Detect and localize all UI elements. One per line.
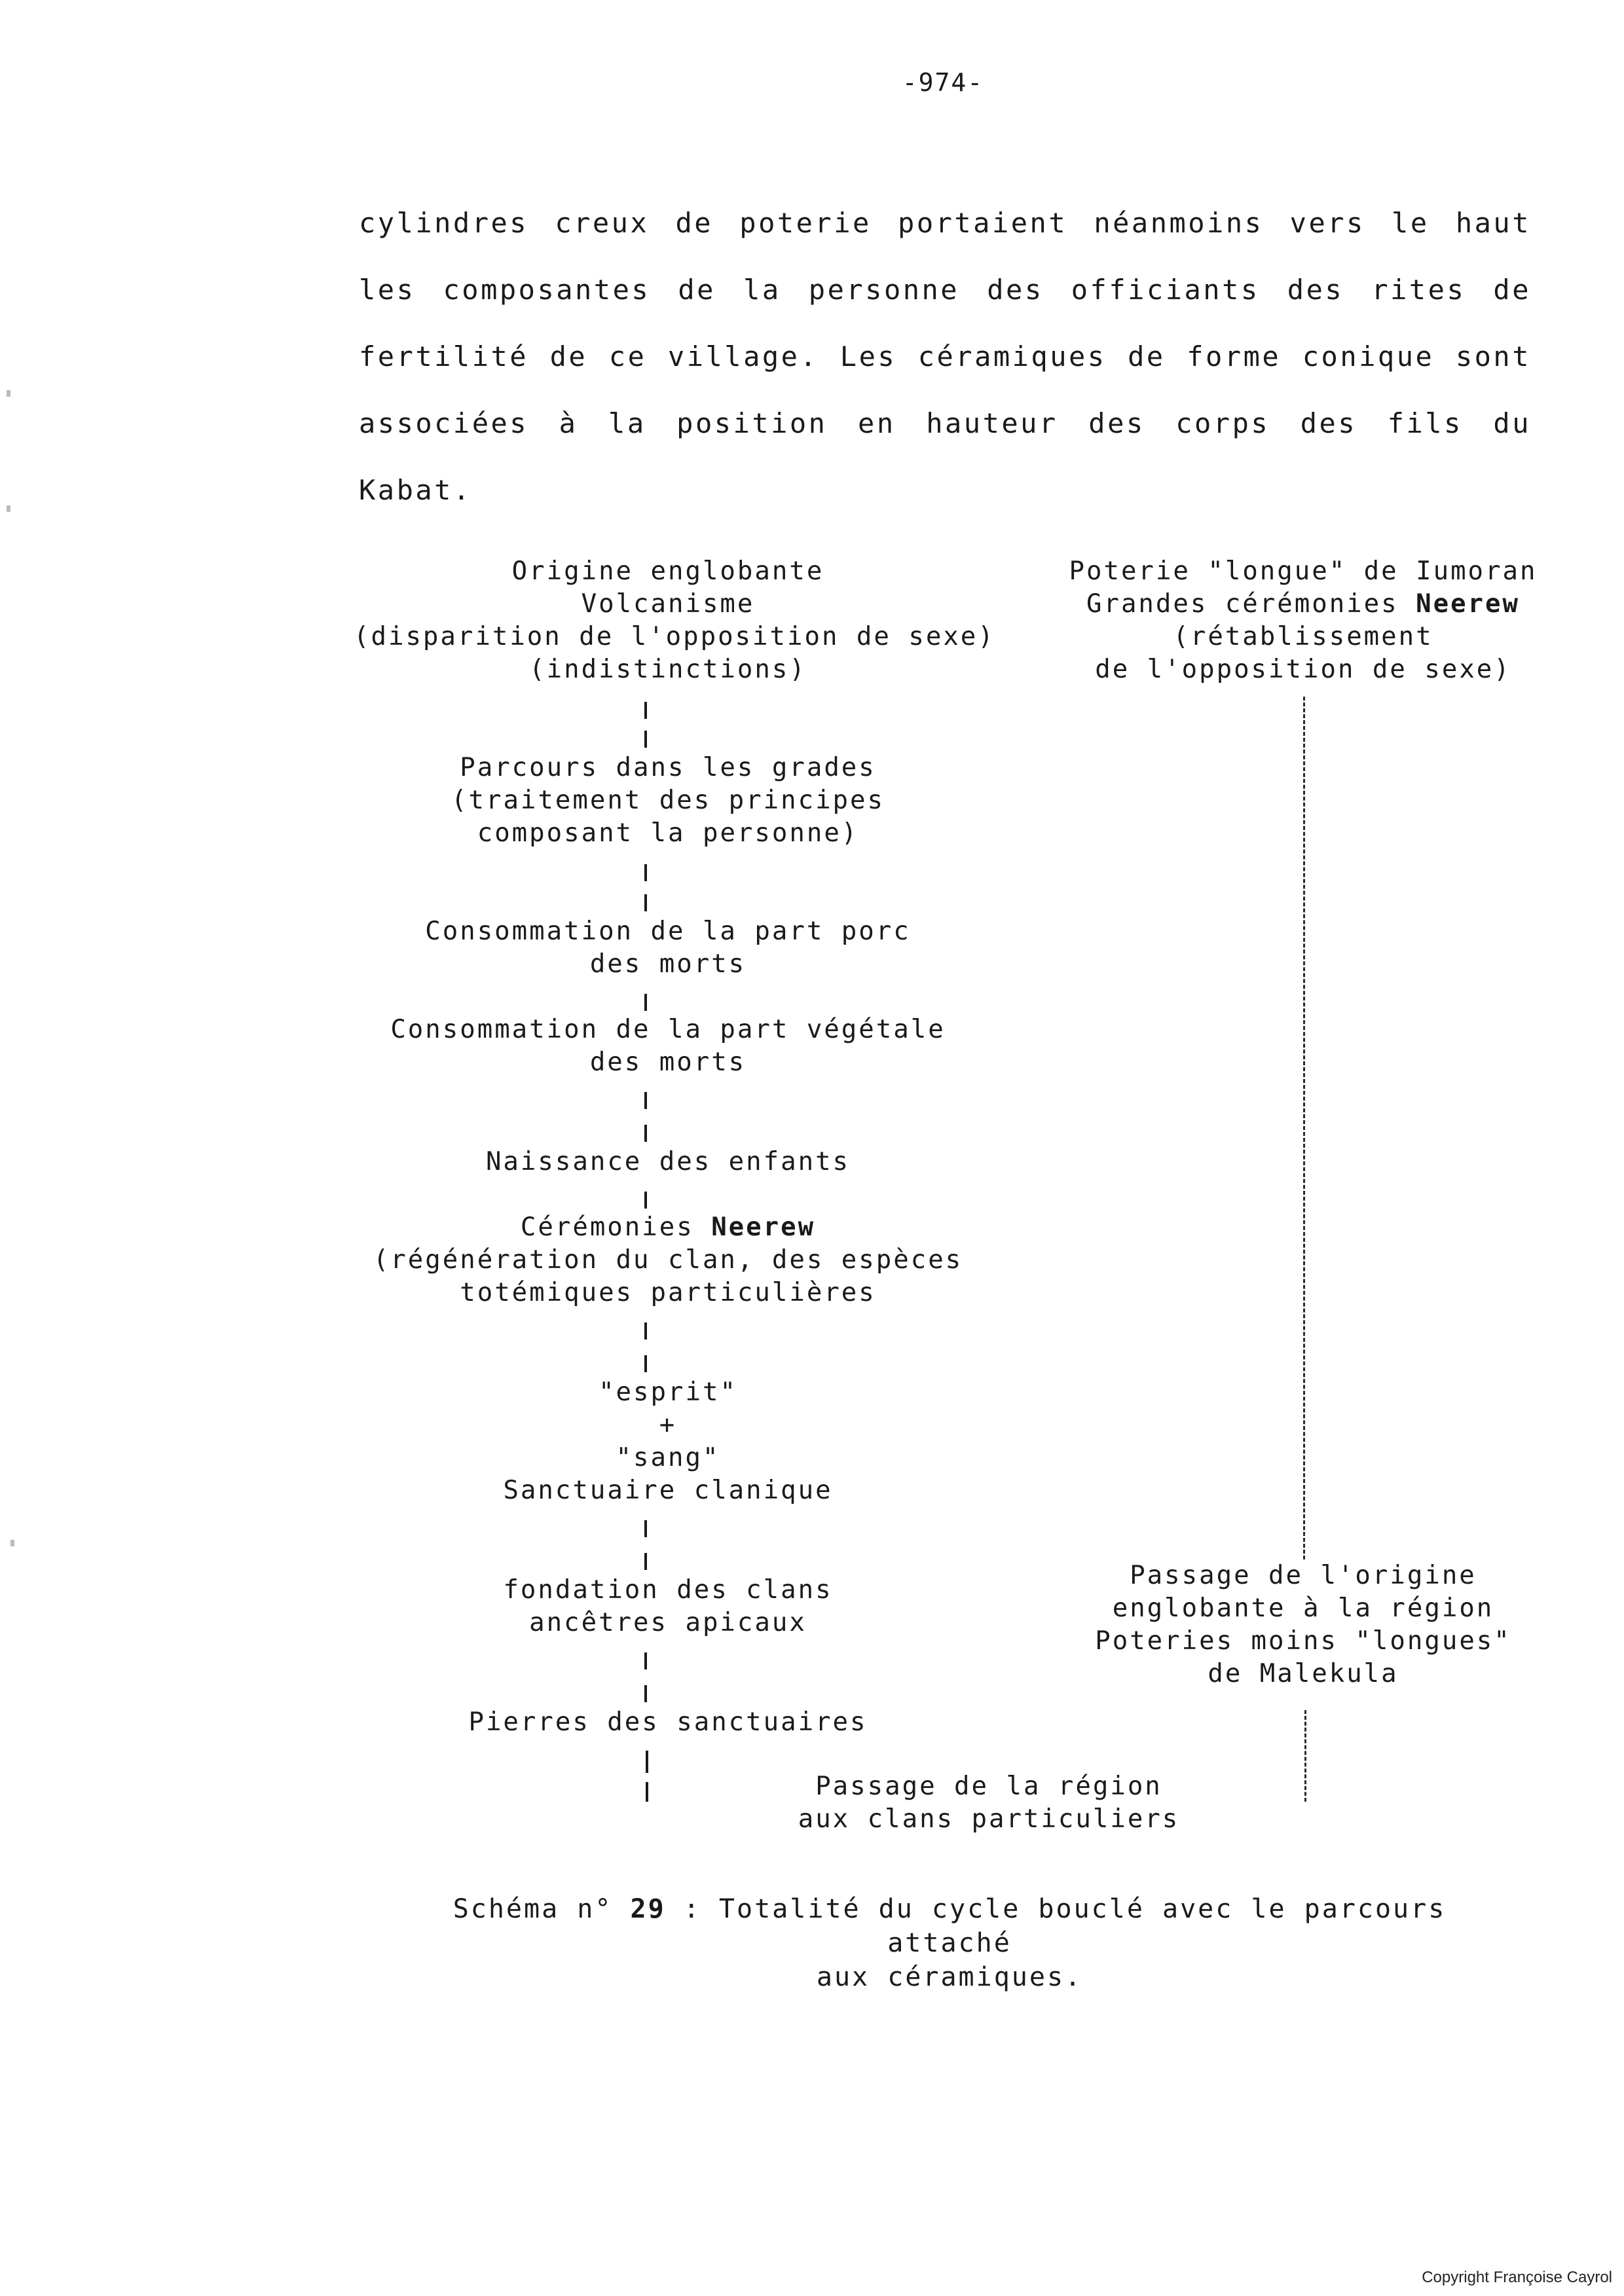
figure-caption: Schéma n° 29 : Totalité du cycle bouclé avec le parcours attaché aux céramiques. [452,1894,1447,1992]
connector [644,894,647,911]
connector [644,1192,647,1209]
naissance: Naissance des enfants [485,1147,851,1176]
copyright-notice: Copyright Françoise Cayrol [1422,2269,1612,2286]
ceremonies-line-2: (régénération du clan, des espèces [373,1245,963,1275]
parcours-line-1: Parcours dans les grades [460,753,876,782]
grandes-ceremonies: Grandes cérémonies Neerew [1086,589,1520,619]
right-connector [1304,1710,1308,1802]
plus-sign: + [659,1410,677,1440]
parcours-line-2: (traitement des principes [451,786,885,815]
connector [644,1355,647,1372]
conso-veg-line-1: Consommation de la part végétale [390,1015,946,1044]
sanctuaire: Sanctuaire clanique [503,1476,833,1505]
connector [644,864,647,881]
ceremonies-line-3: totémiques particulières [460,1278,876,1307]
connector [644,1652,647,1669]
poterie-longue: Poterie "longue" de Iumoran [1069,556,1538,586]
origine-line-3: (disparition de l'opposition de sexe) [354,622,995,651]
esprit: "esprit" [599,1377,737,1407]
connector [644,1553,647,1570]
connector [644,731,647,748]
scan-speck [7,390,10,397]
conso-porc-line-2: des morts [589,949,747,979]
connector [646,1782,648,1802]
passage-origine-line-3: Poteries moins "longues" [1095,1626,1511,1656]
conso-veg-line-2: des morts [589,1048,747,1077]
fondation-line-2: ancêtres apicaux [529,1608,807,1637]
conso-porc-line-1: Consommation de la part porc [425,917,911,946]
passage-region-line-1: Passage de la région [815,1772,1162,1801]
ceremonies-line-1: Cérémonies Neerew [520,1212,816,1242]
connector [644,1322,647,1339]
page-number: -974- [902,68,984,97]
scan-speck [10,1540,14,1546]
connector [644,994,647,1011]
origine-line-4: (indistinctions) [529,655,807,684]
passage-region-line-2: aux clans particuliers [798,1804,1180,1834]
passage-origine-line-4: de Malekula [1208,1659,1399,1688]
connector [646,1751,648,1773]
retablissement-line-1: (rétablissement [1173,622,1433,651]
passage-origine-line-1: Passage de l'origine [1130,1561,1477,1590]
retablissement-line-2: de l'opposition de sexe) [1095,655,1511,684]
pierres: Pierres des sanctuaires [468,1707,868,1737]
right-connector [1303,697,1307,1559]
connector [644,1092,647,1109]
connector [644,1125,647,1142]
origine-line-2: Volcanisme [581,589,755,619]
body-paragraph: cylindres creux de poterie portaient néanmoins vers le haut les composantes de la personne des officiants des rites de fertilité de ce village. Les céramiques de forme conique sont associées à la position en hauteur des corps des fils du Kabat. [359,207,1531,506]
passage-origine-line-2: englobante à la région [1112,1594,1494,1623]
origine-line-1: Origine englobante [511,556,824,586]
fondation-line-1: fondation des clans [503,1575,833,1605]
connector [644,1520,647,1537]
connector [644,702,647,719]
sang: "sang" [616,1443,720,1472]
scan-speck [7,505,10,512]
parcours-line-3: composant la personne) [477,818,859,848]
connector [644,1685,647,1702]
